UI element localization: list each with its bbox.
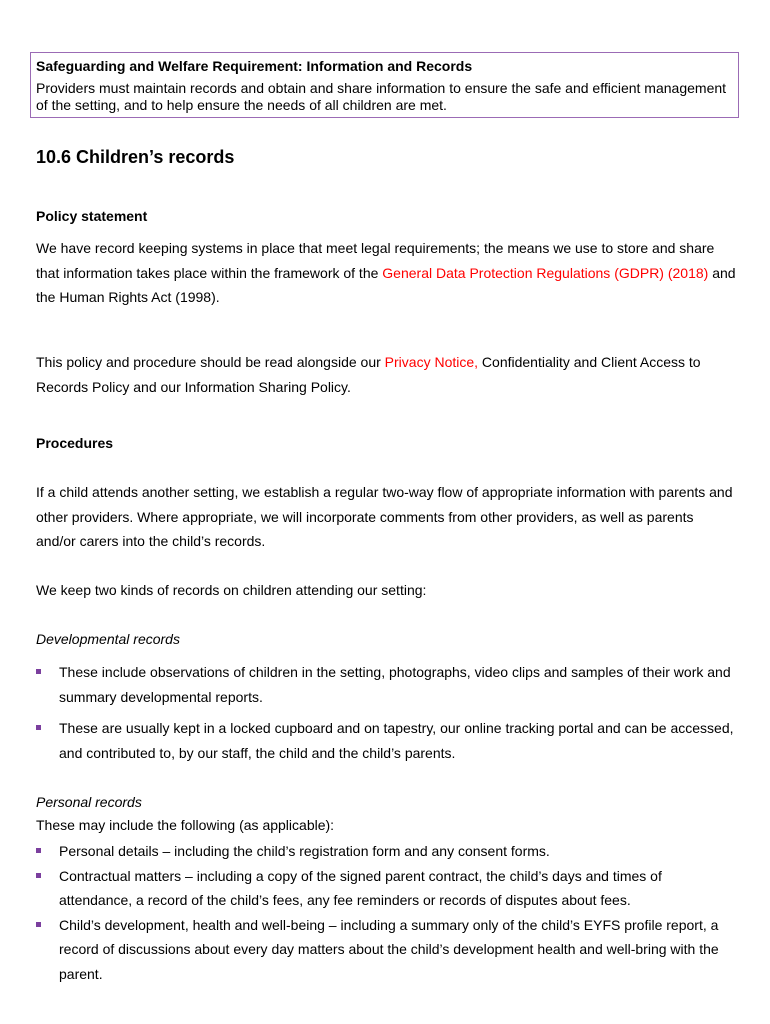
- list-item: [36, 716, 736, 765]
- procedures-paragraph-2: We keep two kinds of records on children attending our setting:: [36, 582, 427, 598]
- requirement-box: [30, 52, 739, 118]
- personal-records-intro: These may include the following (as applicable):: [36, 817, 335, 833]
- policy-para2-text-after: Confidentiality and Client Access to Records Policy and our Information Sharing Policy.: [36, 354, 701, 395]
- square-bullet-icon: [36, 848, 41, 853]
- square-bullet-icon: [36, 725, 41, 730]
- list-item-text: Contractual matters – including a copy of the signed parent contract, the child’s days and times of attendance, a record of the child’s fees, any fee reminders or records of disputes about fees.: [59, 867, 662, 908]
- developmental-records-heading: Developmental records: [36, 631, 180, 647]
- policy-paragraph-1: [36, 236, 736, 310]
- privacy-notice-reference: Privacy Notice,: [384, 354, 479, 370]
- requirement-title: Safeguarding and Welfare Requirement: Information and Records: [36, 58, 473, 74]
- requirement-text: Providers must maintain records and obtain and share information to ensure the safe and efficient management of the setting, and to help ensure the needs of all children are met.: [36, 80, 727, 113]
- policy-para2-text-before: This policy and procedure should be read alongside our: [36, 354, 385, 370]
- square-bullet-icon: [36, 922, 41, 927]
- list-item: [36, 839, 736, 864]
- list-item-text: These are usually kept in a locked cupboard and on tapestry, our online tracking portal and can be accessed, and contributed to, by our staff, the child and the child’s parents.: [59, 720, 734, 761]
- gdpr-reference: General Data Protection Regulations (GDPR) (2018): [382, 264, 709, 281]
- developmental-records-list: [36, 660, 736, 765]
- policy-statement-heading: Policy statement: [36, 208, 148, 224]
- page-title: 10.6 Children’s records: [36, 147, 235, 167]
- square-bullet-icon: [36, 669, 41, 674]
- personal-records-heading: Personal records: [36, 794, 142, 810]
- list-item: [36, 864, 736, 913]
- policy-para1-text-before: We have record keeping systems in place that meet legal requirements; the means we use to store and share that information takes place within the framework of the: [36, 240, 715, 281]
- list-item-text: Child’s development, health and well-being – including a summary only of the child’s EYFS profile report, a record of discussions about every day matters about the child’s development health and well-bring with the parent.: [59, 916, 719, 982]
- square-bullet-icon: [36, 873, 41, 878]
- policy-para1-text-after: and the Human Rights Act (1998).: [36, 264, 736, 305]
- personal-records-list: [36, 839, 736, 986]
- policy-paragraph-2: [36, 350, 736, 399]
- procedures-paragraph-1: If a child attends another setting, we establish a regular two-way flow of appropriate information with parents and other providers. Where appropriate, we will incorporate comments from other providers, as well as parents and/or carers into the child’s records.: [36, 484, 733, 549]
- list-item: [36, 913, 736, 987]
- list-item-text: These include observations of children in the setting, photographs, video clips and samples of their work and summary developmental reports.: [59, 664, 731, 705]
- list-item: [36, 660, 736, 709]
- procedures-heading: Procedures: [36, 435, 114, 451]
- list-item-text: Personal details – including the child’s registration form and any consent forms.: [59, 843, 550, 859]
